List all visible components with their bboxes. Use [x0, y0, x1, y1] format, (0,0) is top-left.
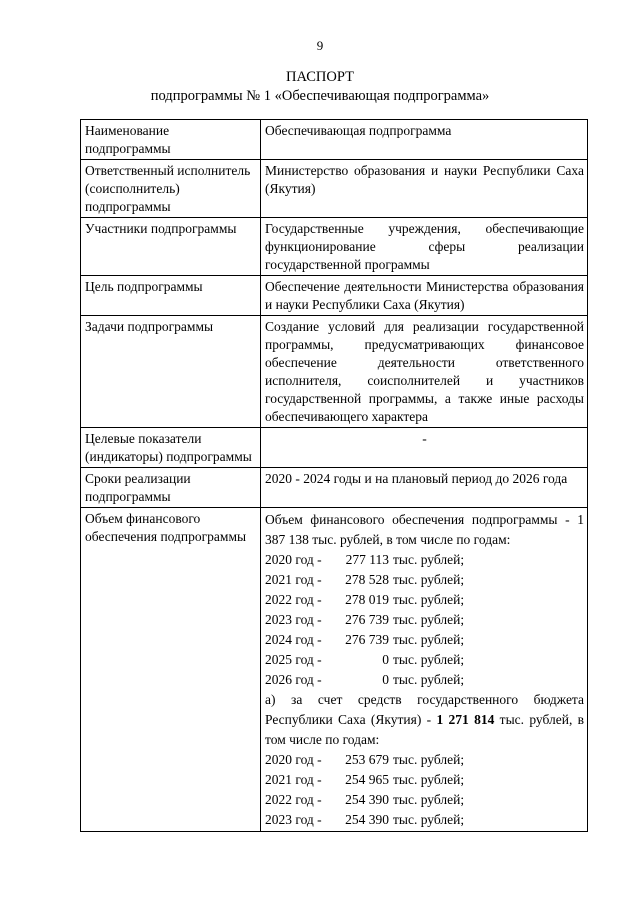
year-amount-line [265, 550, 584, 570]
table-row [81, 276, 588, 316]
amount-unit: тыс. рублей; [393, 612, 465, 627]
year-label: 2022 год - [265, 592, 322, 607]
amount-value: 254 390 [345, 812, 389, 827]
year-label: 2020 год - [265, 552, 322, 567]
table-row [81, 428, 588, 468]
amount-unit: тыс. рублей; [393, 812, 465, 827]
year-label: 2024 год - [265, 632, 322, 647]
year-amount-line [265, 790, 584, 810]
table-row [81, 120, 588, 160]
amount-unit: тыс. рублей; [393, 772, 465, 787]
year-label: 2021 год - [265, 772, 322, 787]
budget-intro-suffix: тыс. рублей, в том числе по годам: [265, 712, 585, 747]
row-label: Ответственный исполнитель (соисполнитель) подпрограммы [81, 160, 261, 218]
amount-value: 276 739 [345, 632, 389, 647]
amount-value: 278 019 [345, 592, 389, 607]
row-label: Целевые показатели (индикаторы) подпрограммы [81, 428, 261, 468]
page-number: 9 [316, 38, 324, 53]
amount-unit: тыс. рублей; [393, 752, 465, 767]
budget-intro [265, 690, 584, 750]
year-label: 2023 год - [265, 812, 322, 827]
year-amount-line [265, 590, 584, 610]
document-title [0, 68, 640, 106]
row-value: Создание условий для реализации государственной программы, предусматривающих финансовое обеспечение деятельности ответственного исполнителя, соисполнителей и участников государственной программы, а также иные расходы обеспечивающего характера [261, 316, 588, 428]
table-row-funding [81, 508, 588, 832]
year-label: 2021 год - [265, 572, 322, 587]
row-value: - [261, 428, 588, 468]
table-row [81, 218, 588, 276]
amount-value: 0 [382, 652, 389, 667]
budget-by-year-list [265, 750, 584, 830]
amount-value: 253 679 [345, 752, 389, 767]
budget-total: 1 271 814 [436, 712, 495, 727]
row-label: Объем финансового обеспечения подпрограммы [81, 508, 261, 832]
amount-value: 276 739 [345, 612, 389, 627]
amount-unit: тыс. рублей; [393, 792, 465, 807]
amount-unit: тыс. рублей; [393, 672, 465, 687]
row-label: Цель подпрограммы [81, 276, 261, 316]
row-value: Министерство образования и науки Республики Саха (Якутия) [261, 160, 588, 218]
year-amount-line [265, 810, 584, 830]
amount-unit: тыс. рублей; [393, 572, 465, 587]
row-value: 2020 - 2024 годы и на плановый период до 2026 года [261, 468, 588, 508]
year-label: 2022 год - [265, 792, 322, 807]
year-amount-line [265, 610, 584, 630]
funding-by-year-list [265, 550, 584, 690]
year-label: 2026 год - [265, 672, 322, 687]
year-label: 2025 год - [265, 652, 322, 667]
table-row [81, 316, 588, 428]
row-label: Участники подпрограммы [81, 218, 261, 276]
budget-intro-prefix: а) за счет средств государственного бюджета Республики Саха (Якутия) - [265, 692, 584, 727]
funding-details [261, 508, 588, 832]
year-amount-line [265, 650, 584, 670]
passport-table [80, 119, 588, 832]
amount-value: 277 113 [345, 552, 389, 567]
year-amount-line [265, 670, 584, 690]
amount-unit: тыс. рублей; [393, 552, 465, 567]
amount-unit: тыс. рублей; [393, 652, 465, 667]
funding-intro: Объем финансового обеспечения подпрограммы - 1 387 138 тыс. рублей, в том числе по годам: [265, 512, 584, 547]
row-value: Государственные учреждения, обеспечивающие функционирование сферы реализации государственной программы [261, 218, 588, 276]
amount-value: 0 [382, 672, 389, 687]
year-amount-line [265, 570, 584, 590]
title-line-1: ПАСПОРТ [286, 69, 354, 85]
amount-unit: тыс. рублей; [393, 592, 465, 607]
table-row [81, 160, 588, 218]
amount-value: 254 965 [345, 772, 389, 787]
year-label: 2023 год - [265, 612, 322, 627]
year-amount-line [265, 770, 584, 790]
row-label: Сроки реализации подпрограммы [81, 468, 261, 508]
amount-value: 278 528 [345, 572, 389, 587]
row-value: Обеспечение деятельности Министерства образования и науки Республики Саха (Якутия) [261, 276, 588, 316]
row-label: Наименование подпрограммы [81, 120, 261, 160]
amount-unit: тыс. рублей; [393, 632, 465, 647]
year-amount-line [265, 750, 584, 770]
year-amount-line [265, 630, 584, 650]
row-label: Задачи подпрограммы [81, 316, 261, 428]
title-line-2: подпрограммы № 1 «Обеспечивающая подпрограмма» [150, 88, 490, 104]
year-label: 2020 год - [265, 752, 322, 767]
amount-value: 254 390 [345, 792, 389, 807]
row-value: Обеспечивающая подпрограмма [261, 120, 588, 160]
table-row [81, 468, 588, 508]
